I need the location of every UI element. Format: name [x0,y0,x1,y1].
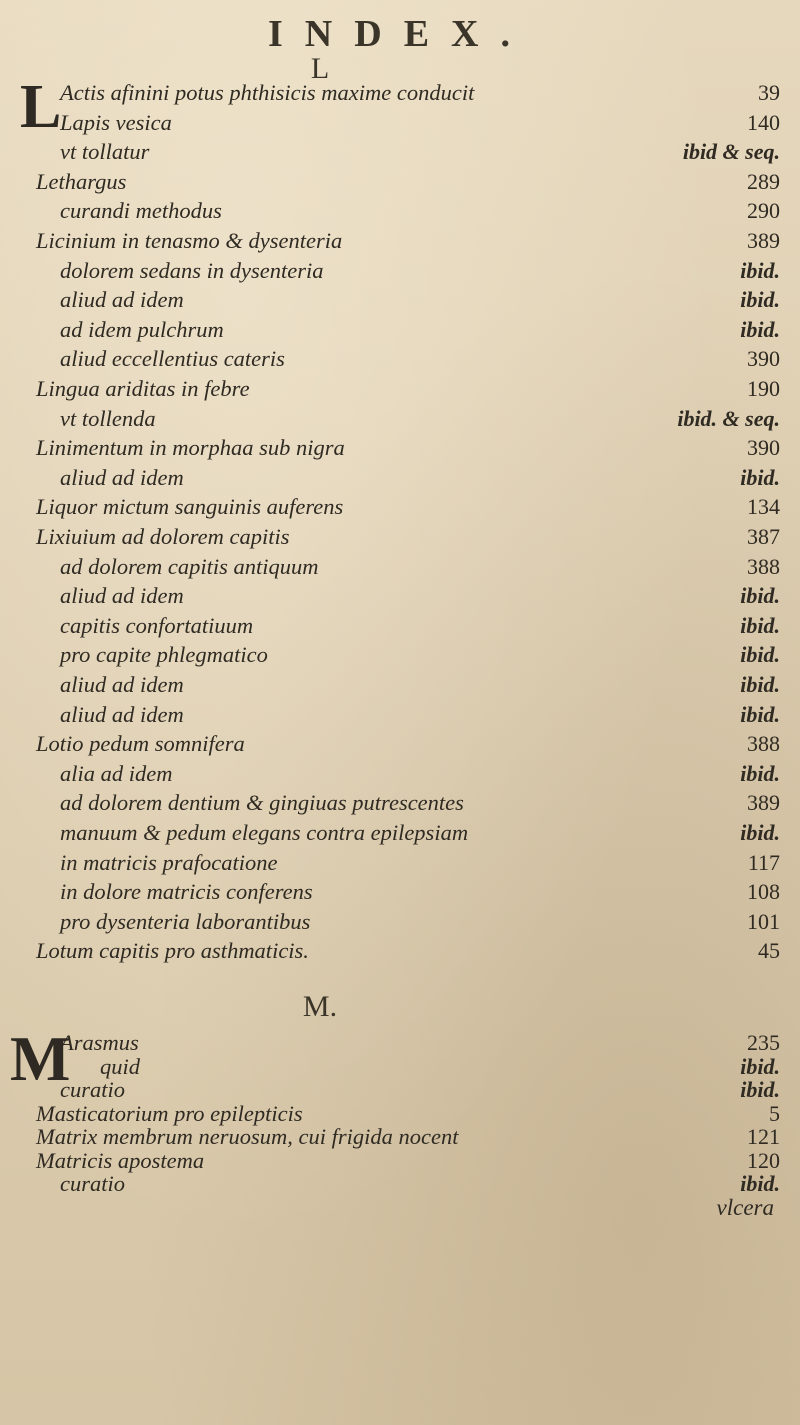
index-term: manuum & pedum elegans contra epilepsiam [60,820,469,845]
page-reference: ibid. [740,257,780,283]
index-entry [0,1171,800,1203]
page-reference: ibid. [740,642,780,668]
index-entry [0,317,800,349]
page-reference: 140 [747,109,780,135]
page-reference: ibid. [740,760,780,786]
index-term: capitis confortatiuum [60,612,254,638]
page-reference: 5 [769,1100,780,1126]
index-entry [0,613,800,645]
page-reference: ibid. [740,820,780,845]
page-reference: ibid. [740,464,780,490]
index-entry [0,938,800,970]
index-term: aliud ad idem [60,672,184,697]
index-entry [0,672,800,704]
index-term: Linimentum in morphaa sub nigra [36,435,345,461]
index-entry [0,761,800,793]
page-reference: 390 [747,435,780,461]
page-reference: ibid. [740,287,780,313]
index-term: Lapis vesica [60,109,172,135]
index-entry [0,435,800,467]
index-entry [0,702,800,734]
index-entry [0,909,800,941]
page-reference: 117 [747,849,780,875]
index-entry [0,790,800,822]
index-term: in dolore matricis conferens [60,879,313,905]
index-term: Liquor mictum sanguinis auferens [36,494,344,520]
index-entry [0,494,800,526]
index-term: alia ad idem [60,760,173,786]
drop-initial-m: M [10,1023,71,1094]
page-reference: ibid. [740,1171,780,1196]
index-term: Lethargus [36,168,127,194]
index-entry [0,169,800,201]
index-term: aliud ad idem [60,287,184,313]
index-entry [0,583,800,615]
index-entry [0,258,800,290]
page-reference: 39 [758,80,780,105]
index-entry [0,524,800,556]
index-entry [0,465,800,497]
page-reference: 101 [747,908,780,934]
drop-initial-l: L [20,73,62,141]
index-term: pro capite phlegmatico [60,642,268,668]
page-reference: ibid. [740,672,780,697]
index-term: curatio [60,1171,125,1196]
page-reference: ibid. [740,1077,780,1102]
page-reference: 190 [747,376,780,401]
index-term: Lixiuium ad dolorem capitis [36,524,290,549]
page-reference: ibid. [740,612,780,638]
page-reference: 108 [747,879,780,905]
index-term: in matricis prafocatione [60,849,278,875]
page-reference: 121 [747,1124,780,1149]
index-term: Lotum capitis pro asthmaticis. [36,938,309,964]
page-reference: 390 [747,346,780,372]
page-reference: 120 [747,1147,780,1173]
section-letter-l: L [310,52,330,85]
page-reference: ibid & seq. [682,139,780,165]
index-term: ad dolorem dentium & gingiuas putrescentes [60,790,464,816]
page-reference: ibid. [740,1053,780,1079]
index-term: ad idem pulchrum [60,316,224,342]
index-entry [0,879,800,911]
page-reference: 45 [758,938,780,964]
page-reference: 388 [747,553,780,579]
index-entry [0,554,800,586]
running-head: INDEX. [268,13,532,55]
page-reference: ibid. [740,316,780,342]
catchword: vlcera [716,1195,774,1220]
index-term: Licinium in tenasmo & dysenteria [36,228,343,253]
index-entry [0,820,800,852]
page-reference: 389 [747,790,780,816]
index-term: aliud ad idem [60,464,184,490]
index-term: Masticatorium pro epilepticis [36,1100,303,1126]
index-entry [0,139,800,171]
page-reference: 388 [747,731,780,757]
index-term: dolorem sedans in dysenteria [60,257,324,283]
index-term: aliud ad idem [60,583,184,609]
index-entry [0,642,800,674]
index-term: vt tollatur [60,139,150,165]
section-letter-m: M. [302,990,338,1023]
index-entry [0,198,800,230]
index-entry [0,376,800,408]
index-term: quid [100,1053,141,1079]
index-term: pro dysenteria laborantibus [60,908,311,934]
index-term: Lotio pedum somnifera [36,731,245,757]
page-reference: ibid. & seq. [677,405,780,431]
page-reference: 134 [747,494,780,520]
index-entry [0,110,800,142]
index-entry [0,406,800,438]
index-entry [0,228,800,260]
page-reference: 387 [747,524,780,549]
index-term: aliud ad idem [60,701,184,727]
index-entry [0,287,800,319]
index-entry [0,850,800,882]
index-term: curandi methodus [60,198,222,224]
index-term: Arasmus [60,1030,139,1055]
index-term: aliud eccellentius cateris [60,346,285,372]
index-term: curatio [60,1077,125,1102]
page-reference: 235 [747,1030,780,1055]
page-reference: 290 [747,198,780,224]
page-reference: ibid. [740,701,780,727]
index-term: ad dolorem capitis antiquum [60,553,319,579]
index-term: Matrix membrum neruosum, cui frigida nocent [36,1124,459,1149]
index-term: Actis afinini potus phthisicis maxime conducit [60,80,475,105]
index-term: vt tollenda [60,405,156,431]
index-term: Matricis apostema [36,1147,205,1173]
page-reference: 389 [747,228,780,253]
index-entry [0,731,800,763]
page-reference: 289 [747,168,780,194]
index-entry [0,346,800,378]
index-entry [0,80,800,112]
index-term: Lingua ariditas in febre [36,376,250,401]
page-reference: ibid. [740,583,780,609]
